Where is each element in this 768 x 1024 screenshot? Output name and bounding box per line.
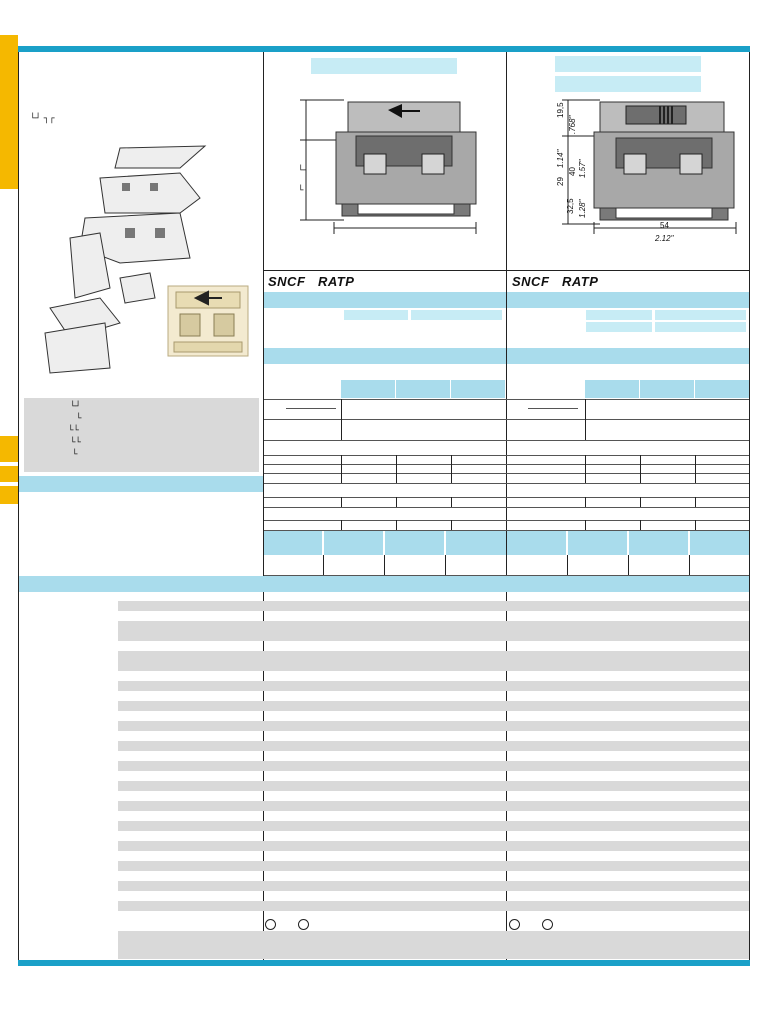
rating-vline-r2 xyxy=(640,455,641,483)
dim-width-in: 2.12" xyxy=(655,234,674,243)
rating-vline-r1 xyxy=(585,455,586,483)
rating-vline-c0 xyxy=(341,399,342,440)
height-marker-2: └ xyxy=(298,186,304,196)
rail-profile-icon-1: └┘ xyxy=(70,402,81,412)
rating-col-c2 xyxy=(396,380,450,398)
section-tab-small xyxy=(0,436,18,462)
rail-type-box xyxy=(24,398,259,472)
rating-vline-r8 xyxy=(640,520,641,530)
dim-low-height: 32,5 xyxy=(566,198,575,214)
rating-vline-c1 xyxy=(341,455,342,483)
rating-rule-4 xyxy=(264,455,749,456)
rating-col-c1 xyxy=(341,380,395,398)
circle-icon xyxy=(509,919,520,930)
code-cell-c2 xyxy=(324,531,383,555)
rating-vline-r7 xyxy=(585,520,586,530)
rating-vline-c2 xyxy=(396,455,397,483)
section-tab xyxy=(0,35,18,189)
dim-full-height-in: 1.57" xyxy=(578,159,587,178)
code-vline-r3 xyxy=(689,555,690,575)
right-title-box-1 xyxy=(555,56,701,72)
rating-vline-r0 xyxy=(585,399,586,440)
sncf-logo-right: SNCF xyxy=(512,274,550,289)
rating-vline-c6 xyxy=(451,497,452,507)
code-cell-r4 xyxy=(690,531,749,555)
accessory-row-6 xyxy=(118,721,749,731)
approvals-header-right xyxy=(507,292,749,308)
approval-cell-r4 xyxy=(655,322,746,332)
code-cell-c1 xyxy=(264,531,322,555)
approval-cell-c2 xyxy=(411,310,502,320)
center-terminal-drawing xyxy=(296,96,506,236)
ratings-header-center xyxy=(264,348,506,364)
rating-vline-c5 xyxy=(396,497,397,507)
rating-rule-1 xyxy=(264,399,749,400)
ratp-logo-left: RATP xyxy=(318,274,355,289)
rail-profile-icon-3: └└ xyxy=(68,426,79,436)
rail-profile-icon-2: └ xyxy=(76,414,82,424)
accessory-row-16 xyxy=(118,931,749,959)
logo-separator xyxy=(263,270,749,271)
rating-vline-c8 xyxy=(396,520,397,530)
circle-icon xyxy=(298,919,309,930)
rating-col-r1 xyxy=(585,380,639,398)
ratings-header-right xyxy=(507,348,749,364)
code-vline-c3 xyxy=(445,555,446,575)
dim-full-height: 40 xyxy=(568,167,577,176)
code-cell-r2 xyxy=(568,531,627,555)
code-vline-c1 xyxy=(323,555,324,575)
frame-top-bar xyxy=(18,46,750,52)
right-title-box-2 xyxy=(555,76,701,92)
accessory-row-10 xyxy=(118,801,749,811)
rating-vline-c7 xyxy=(341,520,342,530)
code-cell-c3 xyxy=(385,531,444,555)
dim-top-height-in: .768" xyxy=(568,115,577,134)
approval-cell-r3 xyxy=(586,322,652,332)
rating-short-rule-c xyxy=(286,408,336,409)
ratp-logo-right: RATP xyxy=(562,274,599,289)
rail-profile-icon-4: └└ xyxy=(70,438,81,448)
rail-profile-icon: └┘ ┐┌ xyxy=(30,114,55,124)
rating-col-r3 xyxy=(695,380,749,398)
accessory-row-14 xyxy=(118,881,749,891)
right-terminal-drawing xyxy=(560,96,750,236)
code-vline-c2 xyxy=(384,555,385,575)
rating-vline-c9 xyxy=(451,520,452,530)
frame-left-border xyxy=(18,52,19,960)
height-marker-1: └┘ xyxy=(298,166,309,176)
dim-top-height: 19,5 xyxy=(556,102,565,118)
rating-rule-3 xyxy=(264,440,749,441)
circle-icon xyxy=(542,919,553,930)
rail-profile-icon-5: └ xyxy=(72,450,78,460)
rating-vline-c3 xyxy=(451,455,452,483)
rating-rule-6 xyxy=(264,473,749,474)
left-section-header xyxy=(19,476,263,492)
code-cell-r3 xyxy=(629,531,688,555)
frame-bottom-bar xyxy=(18,960,750,966)
accessory-row-2 xyxy=(118,621,749,641)
accessory-row-15 xyxy=(118,901,749,911)
accessory-row-1 xyxy=(118,601,749,611)
code-cell-r1 xyxy=(507,531,566,555)
accessory-row-8 xyxy=(118,761,749,771)
rating-rule-2 xyxy=(264,419,749,420)
circle-icon xyxy=(265,919,276,930)
accessory-row-13 xyxy=(118,861,749,871)
approval-cell-r1 xyxy=(586,310,652,320)
accessory-row-9 xyxy=(118,781,749,791)
approval-cell-r2 xyxy=(655,310,746,320)
terminal-photo xyxy=(166,282,250,358)
rating-col-c3 xyxy=(451,380,505,398)
center-title-box xyxy=(311,58,457,74)
rating-col-r2 xyxy=(640,380,694,398)
accessory-row-5 xyxy=(118,701,749,711)
dim-width: 54 xyxy=(660,221,669,230)
accessory-row-12 xyxy=(118,841,749,851)
rating-vline-r5 xyxy=(640,497,641,507)
accessory-row-11 xyxy=(118,821,749,831)
rating-vline-r9 xyxy=(695,520,696,530)
rating-vline-c4 xyxy=(341,497,342,507)
section-tab-small-2 xyxy=(0,466,18,482)
rating-vline-r3 xyxy=(695,455,696,483)
rating-rule-7 xyxy=(264,483,749,484)
rating-rule-5 xyxy=(264,464,749,465)
code-cell-c4 xyxy=(446,531,506,555)
rating-short-rule-r xyxy=(528,408,578,409)
rating-rule-10 xyxy=(264,520,749,521)
accessory-row-7 xyxy=(118,741,749,751)
section-tab-small-3 xyxy=(0,486,18,504)
code-vline-r2 xyxy=(628,555,629,575)
dim-mid-height: 29 xyxy=(556,177,565,186)
code-vline-r1 xyxy=(567,555,568,575)
sncf-logo-left: SNCF xyxy=(268,274,306,289)
rating-rule-8 xyxy=(264,497,749,498)
rating-rule-9 xyxy=(264,507,749,508)
approval-cell-c1 xyxy=(344,310,408,320)
dim-low-height-in: 1.28" xyxy=(578,199,587,218)
accessories-header xyxy=(19,576,749,592)
rating-vline-r6 xyxy=(695,497,696,507)
approvals-header-center xyxy=(264,292,506,308)
rating-vline-r4 xyxy=(585,497,586,507)
accessory-row-4 xyxy=(118,681,749,691)
accessory-row-3 xyxy=(118,651,749,671)
dim-mid-height-in: 1.14" xyxy=(556,149,565,168)
